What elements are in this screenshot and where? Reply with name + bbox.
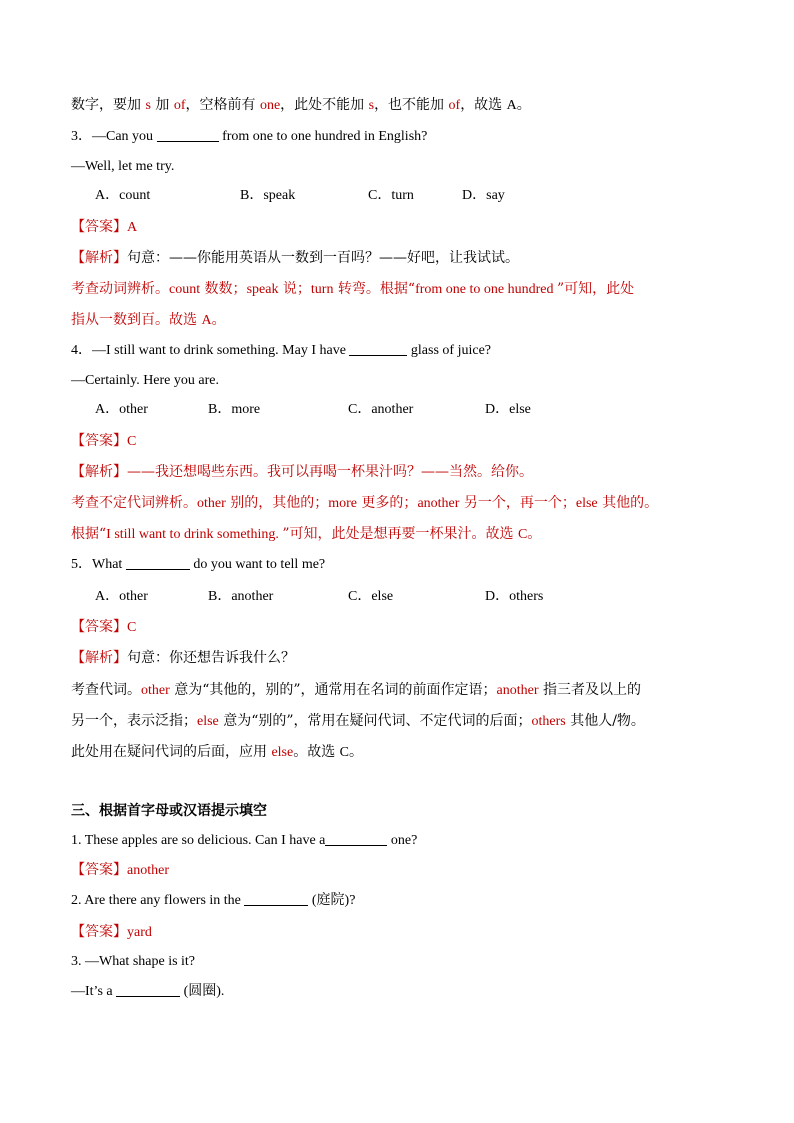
question-3-analysis: 【解析】句意：——你能用英语从一数到一百吗？——好吧，让我试试。 (71, 250, 519, 266)
answer-blank (244, 891, 308, 906)
question-5-analysis: 【解析】句意：你还想告诉我什么？ (71, 650, 295, 666)
section-heading: 三、根据首字母或汉语提示填空 (71, 803, 267, 819)
question-4-analysis: 【解析】——我还想喝些东西。我可以再喝一杯果汁吗？——当然。给你。 (71, 464, 533, 480)
question-3-stem: 3．—Can you from one to one hundred in English? (71, 129, 428, 144)
fill-question-1: 1. These apples are so delicious. Can I have a one? (71, 833, 418, 848)
option-a: A．other (95, 402, 148, 417)
question-5-answer: 【答案】C (71, 619, 137, 635)
option-c: C．another (348, 402, 414, 417)
option-a: A．other (95, 589, 148, 604)
fill-question-3: 3. —What shape is it? (71, 954, 196, 969)
question-3-reply: —Well, let me try. (71, 159, 175, 174)
option-a: A．count (95, 188, 151, 203)
option-b: B．more (208, 402, 261, 417)
fill-question-3-line-2: —It’s a (圆圈). (71, 984, 225, 999)
option-b: B．speak (240, 188, 296, 203)
answer-blank (116, 982, 180, 997)
question-3-answer: 【答案】A (71, 219, 138, 235)
option-d: D．others (485, 589, 544, 604)
question-3-explanation-2: 指从一数到百。故选 A。 (71, 312, 226, 328)
answer-blank (126, 555, 190, 570)
question-4-explanation-2: 根据“I still want to drink something. ”可知，此处是想再要一杯果汁。故选 C。 (71, 526, 542, 542)
answer-blank (325, 831, 387, 846)
question-5-explanation-1: 考查代词。other 意为“其他的，别的”，通常用在名词的前面作定语；another 指三者及以上的 (71, 682, 641, 698)
option-d: D．else (485, 402, 531, 417)
question-3-explanation-1: 考查动词辨析。count 数数；speak 说；turn 转弯。根据“from one to one hundred ”可知，此处 (71, 281, 635, 297)
question-4-stem: 4．—I still want to drink something. May I have glass of juice? (71, 343, 492, 358)
question-4-answer: 【答案】C (71, 433, 137, 449)
prev-explanation-tail: 数字，要加 s 加 of，空格前有 one，此处不能加 s，也不能加 of，故选 A。 (71, 97, 531, 113)
answer-blank (349, 341, 407, 356)
question-4-explanation-1: 考查不定代词辨析。other 别的，其他的；more 更多的；another 另一个，再一个；else 其他的。 (71, 495, 659, 511)
question-5-explanation-2: 另一个，表示泛指；else 意为“别的”，常用在疑问代词、不定代词的后面；others 其他人/物。 (71, 713, 645, 729)
question-4-reply: —Certainly. Here you are. (71, 373, 219, 388)
fill-question-2-answer: 【答案】yard (71, 924, 152, 940)
option-b: B．another (208, 589, 274, 604)
option-c: C．else (348, 589, 394, 604)
option-d: D．say (462, 188, 505, 203)
fill-question-2: 2. Are there any flowers in the (庭院)? (71, 893, 356, 908)
option-c: C．turn (368, 188, 414, 203)
answer-blank (157, 127, 219, 142)
question-5-explanation-3: 此处用在疑问代词的后面，应用 else。故选 C。 (71, 744, 364, 760)
fill-question-1-answer: 【答案】another (71, 862, 169, 878)
question-5-stem: 5．What do you want to tell me? (71, 557, 326, 572)
